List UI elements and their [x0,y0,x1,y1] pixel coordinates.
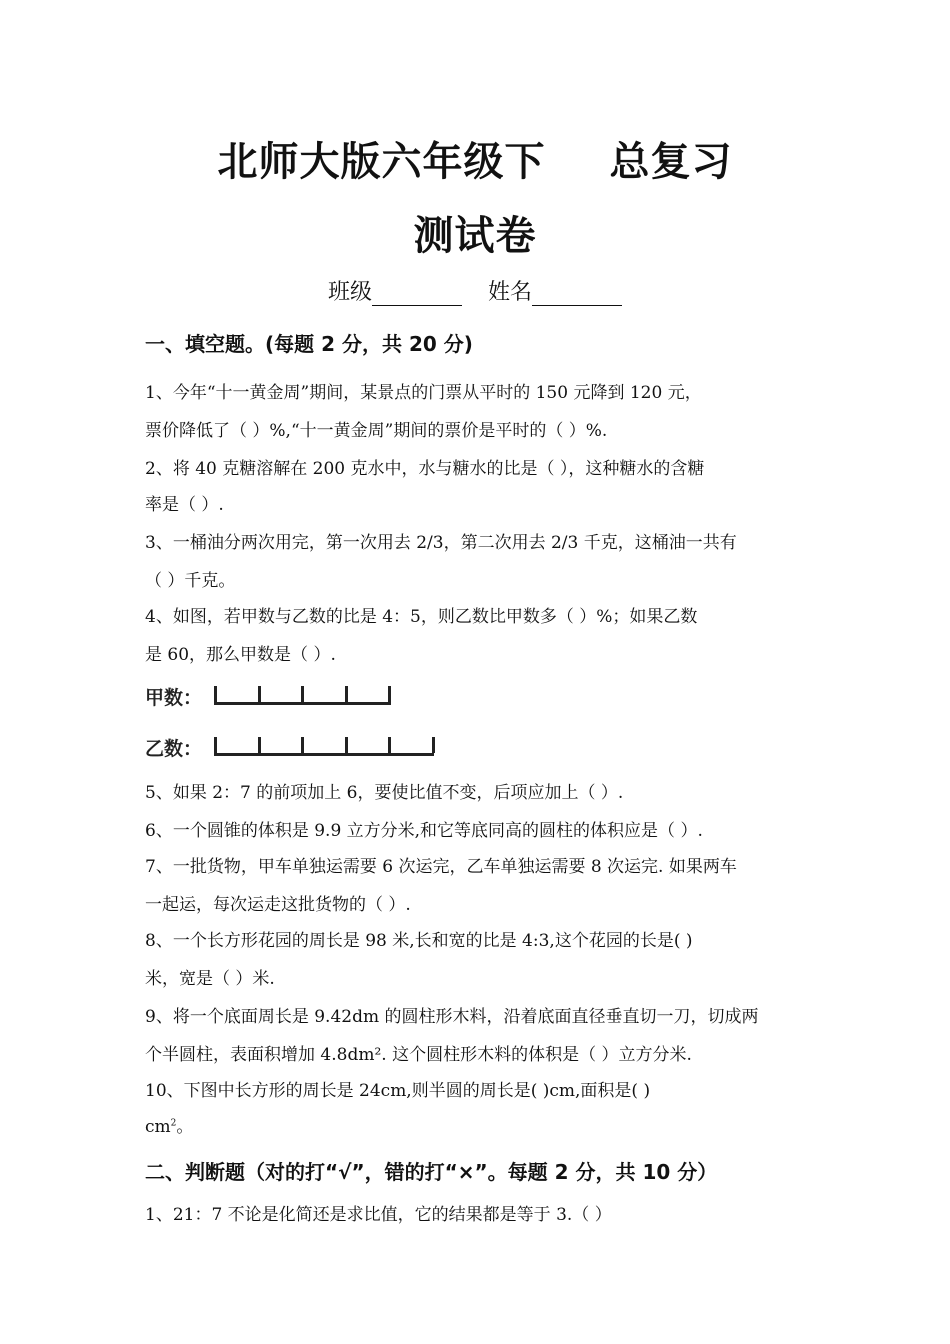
title-part-1: 北师大版六年级下 [217,139,546,185]
question-line: 一起运，每次运走这批货物的（ ）. [145,895,411,915]
title-part-2: 总复习 [609,139,733,185]
unit-superscript: 2 [170,1118,177,1129]
student-info [0,275,950,306]
question-line: 1、21：7 不论是化简还是求比值，它的结果都是等于 3.（ ） [145,1205,612,1225]
figure-label-a: 甲数： [145,687,203,709]
ruler-tick [388,737,391,753]
question-line: 3、一桶油分两次用完，第一次用去 2/3，第二次用去 2/3 千克，这桶油一共有 [145,533,737,553]
ruler-tick [301,686,304,702]
question-line: 是 60，那么甲数是（ ）. [145,645,336,665]
question-line: 米，宽是（ ）米. [145,969,275,989]
ruler-a [214,686,391,705]
question-line: 5、如果 2：7 的前项加上 6，要使比值不变，后项应加上（ ）. [145,783,624,803]
question-line: 9、将一个底面周长是 9.42dm 的圆柱形木料，沿着底面直径垂直切一刀，切成两 [145,1007,759,1027]
figure-label-b: 乙数： [145,738,203,760]
unit-text: cm [145,1117,171,1137]
ruler-b [214,737,434,756]
name-label: 姓名 [488,280,533,305]
question-line: 7、一批货物，甲车单独运需要 6 次运完，乙车单独运需要 8 次运完. 如果两车 [145,857,737,877]
question-line: 6、一个圆锥的体积是 9.9 立方分米,和它等底同高的圆柱的体积应是（ ）. [145,821,703,841]
question-line: 4、如图，若甲数与乙数的比是 4：5，则乙数比甲数多（ ）%；如果乙数 [145,607,698,627]
question-line: 8、一个长方形花园的周长是 98 米,长和宽的比是 4:3,这个花园的长是( ) [145,931,693,951]
page-subtitle [0,204,950,261]
class-label: 班级 [327,280,372,305]
name-blank[interactable] [532,283,622,306]
question-line: 个半圆柱，表面积增加 4.8dm². 这个圆柱形木料的体积是（ ）立方分米. [145,1045,692,1065]
section-2-heading: 二、判断题（对的打“√”，错的打“×”。每题 2 分，共 10 分） [145,1160,718,1184]
question-line-unit [145,1112,193,1137]
class-blank[interactable] [372,283,462,306]
question-line: 票价降低了（ ）%,“十一黄金周”期间的票价是平时的（ ）%. [145,421,608,441]
ruler-tick [432,737,435,753]
question-line: 率是（ ）. [145,495,224,515]
ruler-tick [388,686,391,702]
question-line: （ ）千克。 [145,571,236,591]
question-line: 10、下图中长方形的周长是 24cm,则半圆的周长是( )cm,面积是( ) [145,1081,651,1101]
ruler-tick [258,737,261,753]
question-line: 2、将 40 克糖溶解在 200 克水中，水与糖水的比是（ ），这种糖水的含糖 [145,459,705,479]
ruler-tick [345,737,348,753]
subtitle-text: 测试卷 [413,213,537,259]
ruler-tick [345,686,348,702]
page-title [0,130,950,187]
question-line: 1、今年“十一黄金周”期间，某景点的门票从平时的 150 元降到 120 元， [145,383,702,403]
section-1-heading: 一、填空题。(每题 2 分，共 20 分) [145,332,473,356]
ruler-tick [258,686,261,702]
unit-tail: 。 [176,1117,194,1137]
ruler-tick [301,737,304,753]
